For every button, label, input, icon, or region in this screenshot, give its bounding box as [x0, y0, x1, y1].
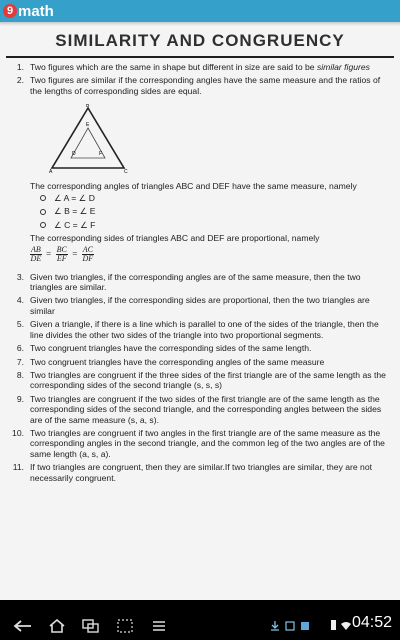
- item-number: 4.: [16, 295, 24, 306]
- item-text: Given a triangle, if there is a line which is parallel to one of the sides of the triangle, then the line divides the other two sides of the triangle into two proportional segments.: [30, 319, 379, 340]
- vertex-label-c: C: [124, 169, 128, 175]
- list-item: [6, 295, 392, 316]
- app-bar: [0, 0, 400, 22]
- item-text: [30, 62, 392, 72]
- fraction: [82, 246, 94, 263]
- recent-apps-icon[interactable]: [80, 618, 102, 634]
- angle-equality: ∠ B = ∠ E: [54, 206, 96, 217]
- item-text-emphasis: similar figures: [316, 62, 370, 72]
- battery-icon: [330, 618, 337, 636]
- item-number: 9.: [16, 393, 24, 404]
- fraction: [30, 246, 42, 263]
- denominator: DF: [82, 253, 94, 263]
- angle-equality: ∠ A = ∠ D: [54, 193, 95, 204]
- denominator: EF: [56, 253, 67, 263]
- sides-intro: The corresponding sides of triangles ABC and DEF are proportional, namely: [30, 233, 320, 244]
- list-item: [6, 370, 392, 391]
- denominator: DE: [30, 253, 42, 263]
- list-item: [6, 75, 392, 268]
- vertex-label-b: B: [86, 104, 90, 110]
- item-number: 2.: [16, 75, 24, 86]
- item-number: 1.: [16, 62, 24, 72]
- list-item: [6, 394, 392, 425]
- home-icon[interactable]: [46, 618, 68, 634]
- item-number: 10.: [12, 427, 24, 438]
- angles-list: [40, 193, 392, 230]
- list-item: [6, 428, 392, 459]
- wifi-icon: [340, 618, 352, 636]
- item-body: [30, 75, 392, 268]
- list-item: [40, 193, 392, 203]
- logo-digit: 9: [3, 4, 17, 18]
- angle-equality: ∠ C = ∠ F: [54, 219, 96, 230]
- bullet-icon: [40, 195, 46, 201]
- triangle-abc: [52, 108, 124, 168]
- list-item: [6, 343, 392, 353]
- content: [6, 62, 392, 592]
- app-logo[interactable]: [0, 3, 54, 20]
- list-item: [6, 357, 392, 367]
- vertex-label-a: A: [49, 169, 53, 175]
- numerator: AB: [31, 244, 41, 254]
- ratio-equation: [30, 246, 392, 263]
- list-item: [40, 206, 392, 216]
- numerator: AC: [82, 244, 93, 254]
- equals-sign: =: [72, 248, 78, 259]
- vertex-label-d: D: [72, 151, 76, 158]
- item-number: 7.: [16, 356, 24, 367]
- title-rule: [6, 56, 394, 58]
- list-item: [6, 272, 392, 293]
- triangle-figure: [48, 104, 392, 176]
- item-number: 3.: [16, 271, 24, 282]
- item-text: Two congruent triangles have the corresponding angles of the same measure: [30, 356, 325, 367]
- back-icon[interactable]: [12, 618, 34, 634]
- notification-icon: [285, 618, 295, 636]
- vertex-label-e: E: [86, 122, 90, 129]
- bullet-icon: [40, 222, 46, 228]
- list-item: [6, 319, 392, 340]
- item-text: Two triangles are congruent if the two sides of the first triangle are of the same length as the corresponding sides of the second triangle, and the corresponding angles between the sides are of the same measure (s, a, s).: [30, 393, 382, 425]
- numerator: BC: [56, 244, 67, 254]
- item-text: Two figures are similar if the corresponding angles have the same measure and the ratios of the lengths of corresponding sides are equal.: [30, 75, 381, 96]
- image-icon: [300, 618, 310, 636]
- rules-list: [6, 62, 392, 483]
- item-number: 5.: [16, 319, 24, 330]
- status-clock: 04:52: [351, 614, 392, 631]
- item-text: Two triangles are congruent if two angles in the first triangle are of the same measure as the corresponding angles in the second triangle, and the common leg of the two angles are of the same length (a, s, a).: [30, 427, 385, 459]
- menu-icon[interactable]: [148, 618, 170, 634]
- list-item: [6, 462, 392, 483]
- logo-word: math: [18, 2, 54, 20]
- item-text-main: Two figures which are the same in shape but different in size are said to be: [30, 62, 317, 72]
- vertex-label-f: F: [99, 151, 103, 158]
- page-title: SIMILARITY AND CONGRUENCY: [55, 31, 345, 50]
- item-number: 8.: [16, 369, 24, 380]
- item-text: Given two triangles, if the corresponding sides are proportional, then the two triangles are similar: [30, 295, 370, 316]
- list-item: [40, 220, 392, 230]
- download-icon: [270, 618, 280, 636]
- item-text: If two triangles are congruent, then they are similar.If two triangles are similar, they are not necessarily congruent.: [30, 462, 373, 483]
- item-text: Two congruent triangles have the corresponding sides of the same length.: [30, 343, 312, 354]
- list-item: [6, 62, 392, 72]
- item-text: Given two triangles, if the corresponding angles are of the same measure, then the two triangles are similar.: [30, 271, 361, 293]
- equals-sign: =: [46, 248, 52, 259]
- fraction: [56, 246, 68, 263]
- item-number: 6.: [16, 343, 24, 354]
- item-number: 11.: [12, 462, 24, 473]
- screenshot-icon[interactable]: [114, 618, 136, 634]
- angles-intro: The corresponding angles of triangles ABC and DEF have the same measure, namely: [30, 180, 357, 191]
- item-text: Two triangles are congruent if the three sides of the first triangle are of the same length as the corresponding sides of the second triangle (s, s, s): [30, 369, 386, 391]
- bullet-icon: [40, 209, 46, 215]
- app-bar-shadow: [0, 22, 400, 26]
